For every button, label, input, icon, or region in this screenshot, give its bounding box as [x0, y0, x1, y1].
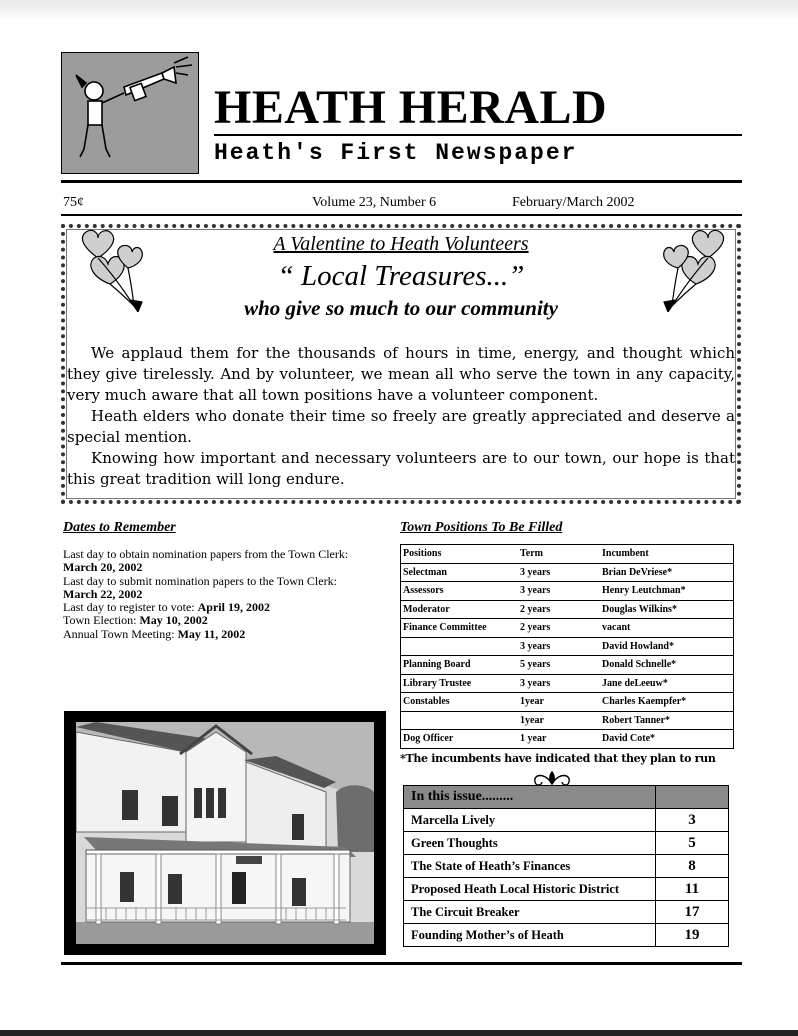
date-item-label: Last day to submit nomination papers to the Town Clerk:	[63, 573, 337, 588]
viewer-top-bar	[0, 0, 798, 18]
issue-date: February/March 2002	[512, 195, 635, 210]
valentine-paragraph: Heath elders who donate their time so freely are greatly appreciated and deserve a special mention.	[67, 407, 735, 446]
position-cell: Planning Board	[401, 656, 516, 675]
incumbent-cell: David Howland*	[600, 637, 734, 656]
masthead-rule-bottom	[61, 214, 742, 216]
date-item-label: Town Election:	[63, 613, 140, 628]
valentine-heading: A Valentine to Heath Volunteers	[273, 233, 529, 255]
incumbent-cell: vacant	[600, 619, 734, 638]
position-cell: Selectman	[401, 563, 516, 582]
term-cell: 1year	[515, 693, 600, 712]
article-title[interactable]: The Circuit Breaker	[404, 901, 656, 924]
page-column-header	[656, 786, 729, 809]
position-cell	[401, 711, 516, 730]
position-cell: Library Trustee	[401, 674, 516, 693]
article-page: 19	[656, 924, 729, 947]
table-row	[401, 693, 734, 712]
article-title[interactable]: Green Thoughts	[404, 832, 656, 855]
incumbent-cell: Jane deLeeuw*	[600, 674, 734, 693]
valentine-paragraph: We applaud them for the thousands of hours in time, energy, and thought which they give tirelessly. And by volunteer, we mean all who serve the town in any capacity, very much aware that all town positions have a volunteer component.	[67, 344, 735, 404]
date-item-value: May 11, 2002	[177, 626, 246, 641]
term-cell: 3 years	[515, 637, 600, 656]
table-row[interactable]	[404, 832, 729, 855]
date-item-label: Last day to register to vote:	[63, 600, 198, 615]
valentine-subtitle: who give so much to our community	[244, 296, 558, 320]
incumbent-cell: Charles Kaempfer*	[600, 693, 734, 712]
article-page: 3	[656, 809, 729, 832]
bottom-rule	[61, 962, 742, 965]
article-title[interactable]: The State of Heath’s Finances	[404, 855, 656, 878]
date-item-label: Last day to obtain nomination papers from the Town Clerk:	[63, 547, 349, 561]
positions-heading: Town Positions To Be Filled	[400, 520, 563, 535]
position-cell: Dog Officer	[401, 730, 516, 749]
valentine-body	[67, 343, 735, 490]
position-cell	[401, 637, 516, 656]
table-header-row	[404, 786, 729, 809]
issue-contents-table	[403, 785, 729, 947]
volume-number: Volume 23, Number 6	[312, 195, 437, 210]
column-header: Incumbent	[600, 545, 734, 564]
term-cell: 1 year	[515, 730, 600, 749]
town-hall-photo	[76, 722, 374, 944]
incumbent-cell: David Cote*	[600, 730, 734, 749]
article-page: 11	[656, 878, 729, 901]
incumbents-note: *The incumbents have indicated that they plan to run	[400, 752, 716, 765]
town-crier-icon	[62, 53, 198, 173]
position-cell: Finance Committee	[401, 619, 516, 638]
table-row	[401, 656, 734, 675]
position-cell: Constables	[401, 693, 516, 712]
position-cell: Assessors	[401, 582, 516, 601]
issue-heading: In this issue.........	[404, 786, 656, 809]
article-title[interactable]: Proposed Heath Local Historic District	[404, 878, 656, 901]
column-header: Term	[515, 545, 600, 564]
term-cell: 2 years	[515, 619, 600, 638]
article-page: 17	[656, 901, 729, 924]
town-hall-image	[76, 722, 374, 944]
column-header: Positions	[401, 545, 516, 564]
incumbent-cell: Donald Schnelle*	[600, 656, 734, 675]
date-item-value: May 10, 2002	[139, 613, 208, 628]
viewer-bottom-bar	[0, 1030, 798, 1036]
dates-list	[63, 548, 393, 641]
date-item-value: March 20, 2002	[63, 560, 143, 575]
table-row[interactable]	[404, 809, 729, 832]
positions-table	[400, 544, 734, 749]
price: 75¢	[63, 195, 84, 210]
table-row	[401, 637, 734, 656]
masthead-rule-top	[61, 180, 742, 183]
table-row	[401, 674, 734, 693]
term-cell: 1year	[515, 711, 600, 730]
term-cell: 2 years	[515, 600, 600, 619]
table-row	[401, 600, 734, 619]
article-title[interactable]: Founding Mother’s of Heath	[404, 924, 656, 947]
valentine-title: “ Local Treasures...”	[277, 260, 525, 292]
table-row	[401, 582, 734, 601]
newspaper-subtitle: Heath's First Newspaper	[214, 140, 578, 166]
incumbent-cell: Robert Tanner*	[600, 711, 734, 730]
valentine-paragraph: Knowing how important and necessary volunteers are to our town, our hope is that this great tradition will long endure.	[67, 449, 735, 488]
dates-heading: Dates to Remember	[63, 520, 176, 535]
date-item-value: March 22, 2002	[63, 586, 143, 601]
term-cell: 3 years	[515, 674, 600, 693]
incumbent-cell: Douglas Wilkins*	[600, 600, 734, 619]
article-title[interactable]: Marcella Lively	[404, 809, 656, 832]
term-cell: 5 years	[515, 656, 600, 675]
title-rule	[214, 134, 742, 136]
incumbent-cell: Henry Leutchman*	[600, 582, 734, 601]
table-row	[401, 619, 734, 638]
table-row	[401, 730, 734, 749]
term-cell: 3 years	[515, 563, 600, 582]
term-cell: 3 years	[515, 582, 600, 601]
table-row[interactable]	[404, 878, 729, 901]
table-row	[401, 563, 734, 582]
table-row[interactable]	[404, 924, 729, 947]
date-item-value: April 19, 2002	[197, 600, 270, 615]
incumbent-cell: Brian DeVriese*	[600, 563, 734, 582]
position-cell: Moderator	[401, 600, 516, 619]
article-page: 5	[656, 832, 729, 855]
table-row[interactable]	[404, 901, 729, 924]
table-header-row	[401, 545, 734, 564]
table-row[interactable]	[404, 855, 729, 878]
article-page: 8	[656, 855, 729, 878]
town-crier-logo	[61, 52, 199, 174]
date-item-label: Annual Town Meeting:	[63, 626, 178, 641]
table-row	[401, 711, 734, 730]
newspaper-title: HEATH HERALD	[214, 81, 608, 134]
